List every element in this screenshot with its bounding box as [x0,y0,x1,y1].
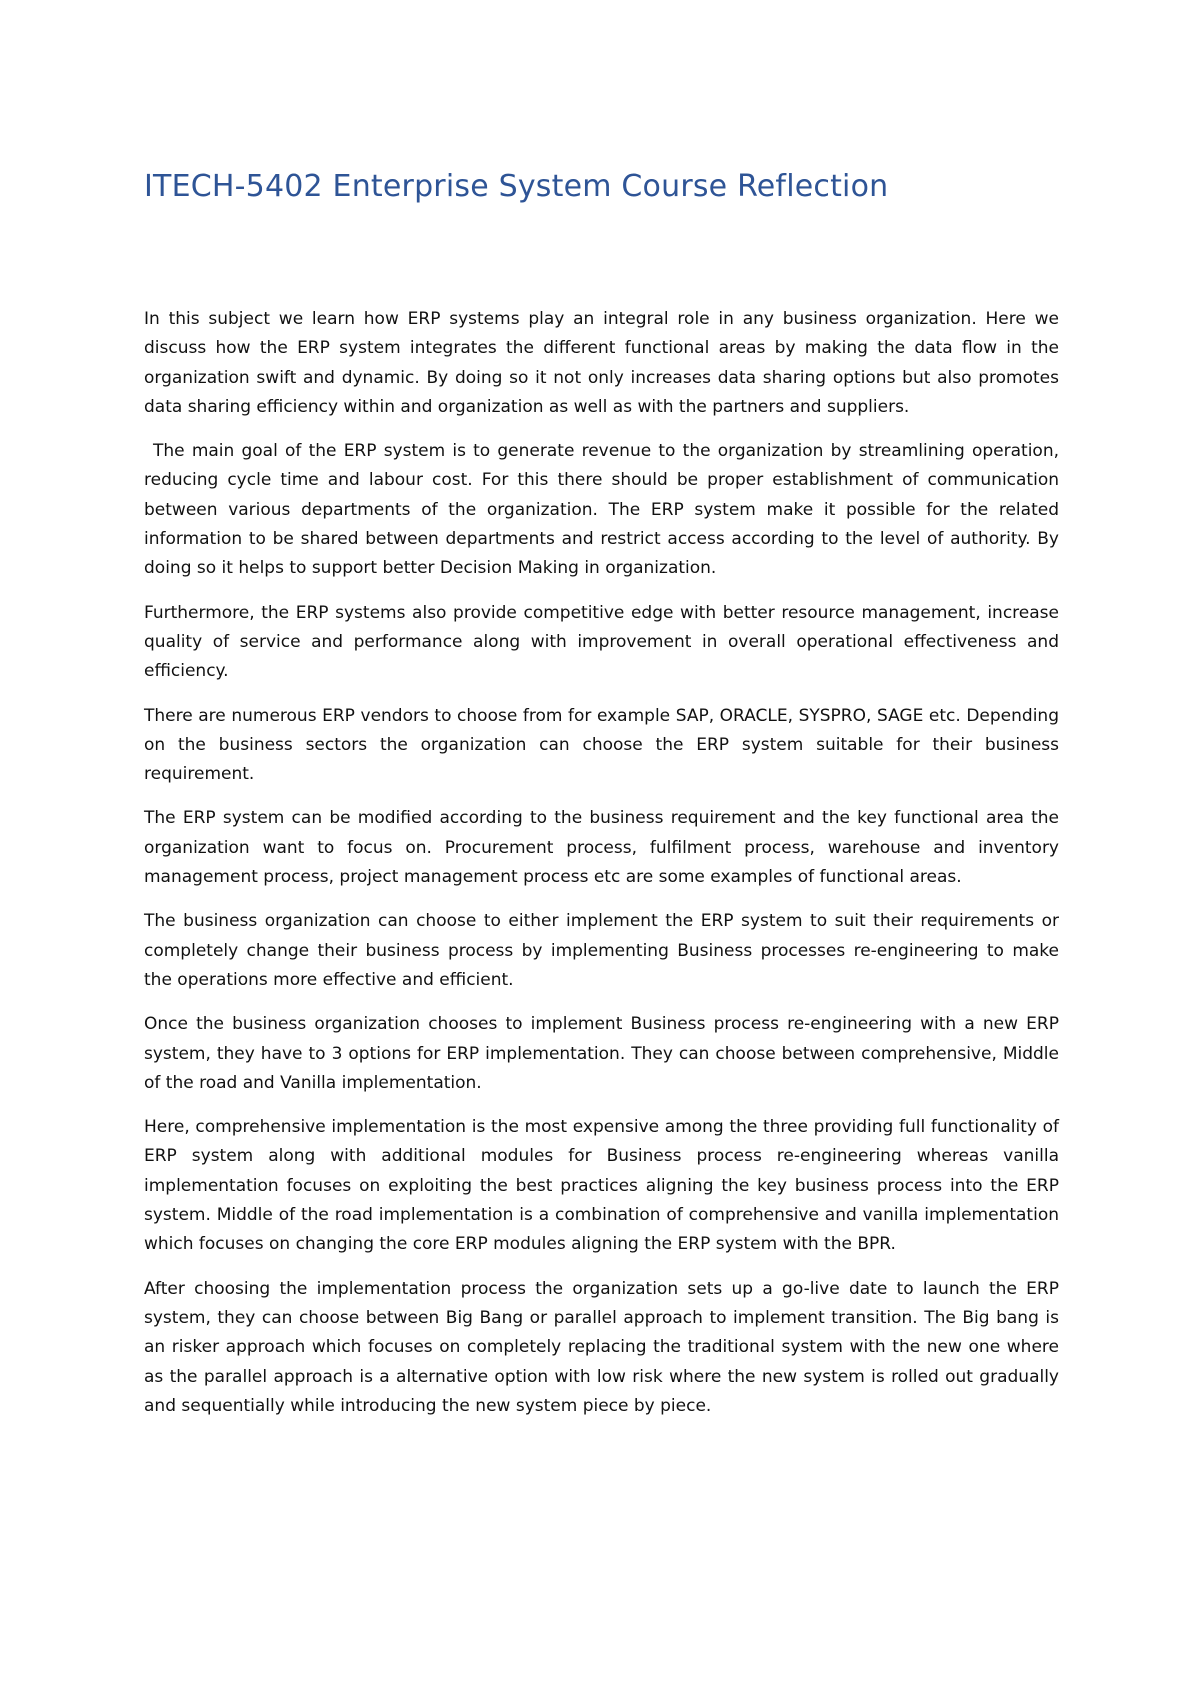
paragraph-competitive-edge: Furthermore, the ERP systems also provide competitive edge with better resource management, increase quality of service and performance along with improvement in overall operational effectiveness and efficiency. [144,602,1059,682]
paragraph-bpr-choice: The business organization can choose to either implement the ERP system to suit their requirements or completely change their business process by implementing Business processes re-engineering to make the operations more effective and efficient. [144,911,1059,990]
document-title: ITECH-5402 Enterprise System Course Reflection [144,169,889,204]
paragraph-intro: In this subject we learn how ERP systems play an integral role in any business organization. Here we discuss how the ERP system integrates the different functional areas by making the data flow in the organization swift and dynamic. By doing so it not only increases data sharing options but also promotes data sharing efficiency within and organization as well as with the partners and suppliers. [144,309,1059,417]
paragraph-implementation-options: Once the business organization chooses to implement Business process re-engineering with a new ERP system, they have to 3 options for ERP implementation. They can choose between comprehensive, Middle of the road and Vanilla implementation. [144,1014,1059,1093]
paragraph-implementation-comparison: Here, comprehensive implementation is the most expensive among the three providing full functionality of ERP system along with additional modules for Business process re-engineering whereas vanilla implementation focuses on exploiting the best practices aligning the key business process into the ERP system. Middle of the road implementation is a combination of comprehensive and vanilla implementation which focuses on changing the core ERP modules aligning the ERP system with the BPR. [144,1117,1059,1255]
paragraph-main-goal: The main goal of the ERP system is to generate revenue to the organization by streamlining operation, reducing cycle time and labour cost. For this there should be proper establishment of communication between various departments of the organization. The ERP system make it possible for the related information to be shared between departments and restrict access according to the level of authority. By doing so it helps to support better Decision Making in organization. [144,441,1059,579]
paragraph-go-live-approach: After choosing the implementation process the organization sets up a go-live date to launch the ERP system, they can choose between Big Bang or parallel approach to implement transition. The Big bang is an risker approach which focuses on completely replacing the traditional system with the new one where as the parallel approach is a alternative option with low risk where the new system is rolled out gradually and sequentially while introducing the new system piece by piece. [144,1278,1059,1416]
paragraph-functional-areas: The ERP system can be modified according to the business requirement and the key functional area the organization want to focus on. Procurement process, fulfilment process, warehouse and inventory management process, project management process etc are some examples of functional areas. [144,808,1059,888]
paragraph-erp-vendors: There are numerous ERP vendors to choose from for example SAP, ORACLE, SYSPRO, SAGE etc. Depending on the business sectors the organization can choose the ERP system suitable for their business requirement. [144,705,1059,785]
document-body [144,305,1059,1436]
